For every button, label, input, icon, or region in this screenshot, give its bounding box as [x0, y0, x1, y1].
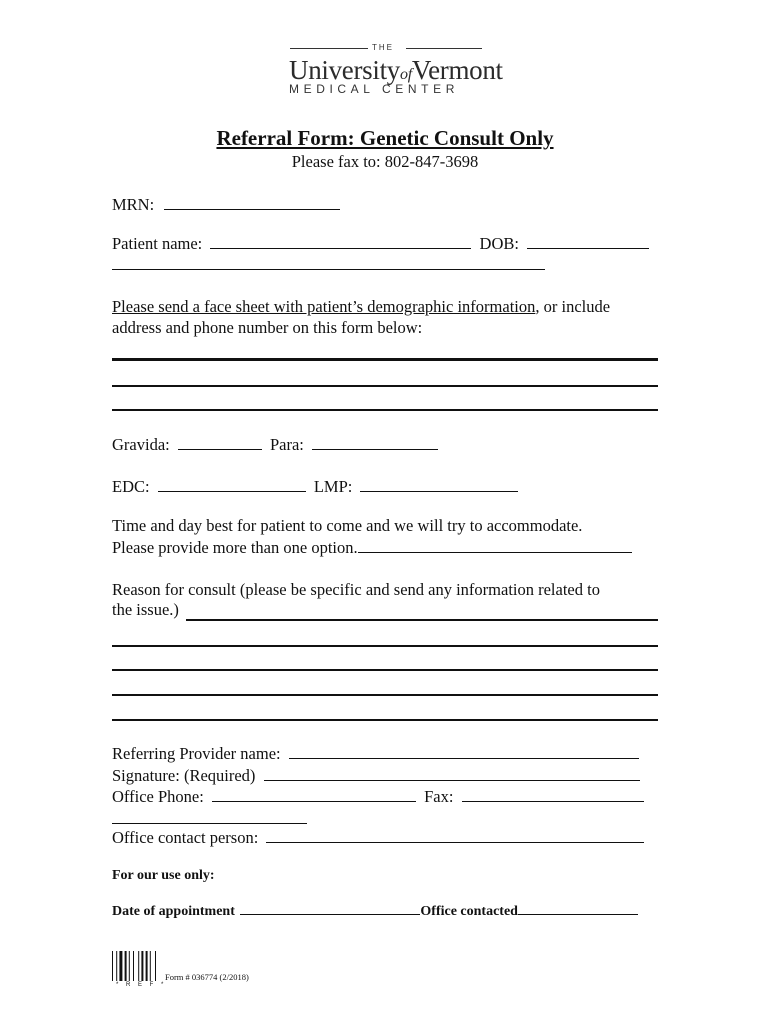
- office-phone-field[interactable]: [212, 787, 416, 802]
- signature-label: Signature: (Required): [112, 766, 256, 785]
- reason-line-0[interactable]: [186, 619, 658, 621]
- date-of-appointment-field[interactable]: [240, 902, 420, 915]
- logo-medical-center: MEDICAL CENTER: [289, 82, 459, 96]
- barcode-bar: [112, 951, 113, 981]
- form-title: Referral Form: Genetic Consult Only: [216, 126, 554, 150]
- para-field[interactable]: [312, 435, 438, 450]
- reason-line-1[interactable]: [112, 645, 658, 647]
- office-contacted-label: Office contacted: [420, 904, 518, 919]
- reason-line-4[interactable]: [112, 719, 658, 721]
- barcode-bar: [116, 951, 117, 981]
- dob-label: DOB:: [479, 234, 519, 253]
- office-use-heading: For our use only:: [112, 868, 215, 883]
- barcode: [112, 951, 162, 981]
- time-day-line1: Time and day best for patient to come and we will try to accommodate.: [112, 516, 583, 535]
- logo-university: University: [289, 55, 400, 85]
- fax-label: Fax:: [424, 787, 454, 806]
- edc-field[interactable]: [158, 477, 306, 492]
- signature-field[interactable]: [264, 766, 640, 781]
- address-line-1[interactable]: [112, 358, 658, 361]
- face-sheet-line2: address and phone number on this form below:: [112, 318, 423, 337]
- face-sheet-rest: , or include: [535, 297, 611, 316]
- time-day-field[interactable]: [358, 538, 632, 553]
- address-line-2[interactable]: [112, 385, 658, 387]
- reason-line-2[interactable]: [112, 669, 658, 671]
- patient-name-label: Patient name:: [112, 234, 203, 253]
- office-contact-label: Office contact person:: [112, 828, 259, 847]
- fax-instruction: Please fax to: 802-847-3698: [291, 152, 479, 171]
- referring-provider-field[interactable]: [289, 744, 639, 759]
- logo-rule-right: [406, 48, 482, 49]
- gravida-label: Gravida:: [112, 435, 170, 454]
- gravida-row: [112, 435, 438, 455]
- barcode-label: * R E F *: [116, 982, 167, 988]
- face-sheet-underlined: Please send a face sheet with patient’s demographic information: [112, 297, 536, 316]
- time-day-label: Please provide more than one option.: [112, 538, 358, 557]
- edc-row: [112, 477, 518, 497]
- logo-of: of: [400, 66, 412, 83]
- office-phone-continuation-field[interactable]: [112, 823, 307, 824]
- barcode-bar: [150, 951, 151, 981]
- patient-row: [112, 234, 649, 254]
- time-day-line2: [112, 538, 632, 558]
- barcode-bar: [141, 951, 143, 981]
- office-phone-row: [112, 787, 644, 807]
- barcode-bar: [138, 951, 139, 981]
- face-sheet-line1: [112, 297, 610, 317]
- mrn-field[interactable]: [164, 195, 340, 210]
- barcode-bar: [155, 951, 156, 981]
- para-label: Para:: [269, 435, 304, 454]
- office-contacted-field[interactable]: [518, 902, 638, 915]
- barcode-bar: [129, 951, 130, 981]
- referring-provider-row: [112, 744, 639, 764]
- mrn-label: MRN:: [112, 195, 155, 214]
- office-contact-field[interactable]: [266, 828, 644, 843]
- reason-line-3[interactable]: [112, 694, 658, 696]
- logo-vermont: Vermont: [411, 55, 503, 85]
- logo-rule-left: [290, 48, 368, 49]
- patient-name-field[interactable]: [210, 234, 471, 249]
- barcode-bar: [146, 951, 148, 981]
- barcode-bar: [119, 951, 122, 981]
- address-line-3[interactable]: [112, 409, 658, 411]
- barcode-bar: [133, 951, 134, 981]
- date-of-appointment-label: Date of appointment: [112, 904, 235, 919]
- reason-line2: the issue.): [112, 600, 179, 619]
- office-contact-row: [112, 828, 644, 848]
- form-number: Form # 036774 (2/2018): [165, 972, 249, 982]
- reason-line1: Reason for consult (please be specific and send any information related to: [112, 580, 600, 599]
- mrn-row: [112, 195, 340, 215]
- office-phone-label: Office Phone:: [112, 787, 204, 806]
- edc-label: EDC:: [112, 477, 150, 496]
- gravida-field[interactable]: [178, 435, 262, 450]
- barcode-bars: [112, 951, 156, 981]
- lmp-field[interactable]: [360, 477, 518, 492]
- logo-the: THE: [372, 43, 394, 52]
- signature-row: [112, 766, 640, 786]
- fax-field[interactable]: [462, 787, 644, 802]
- dob-field[interactable]: [527, 234, 649, 249]
- office-use-row: [112, 902, 638, 920]
- patient-name-continuation-field[interactable]: [112, 269, 545, 270]
- referring-provider-label: Referring Provider name:: [112, 744, 281, 763]
- barcode-bar: [125, 951, 127, 981]
- lmp-label: LMP:: [313, 477, 353, 496]
